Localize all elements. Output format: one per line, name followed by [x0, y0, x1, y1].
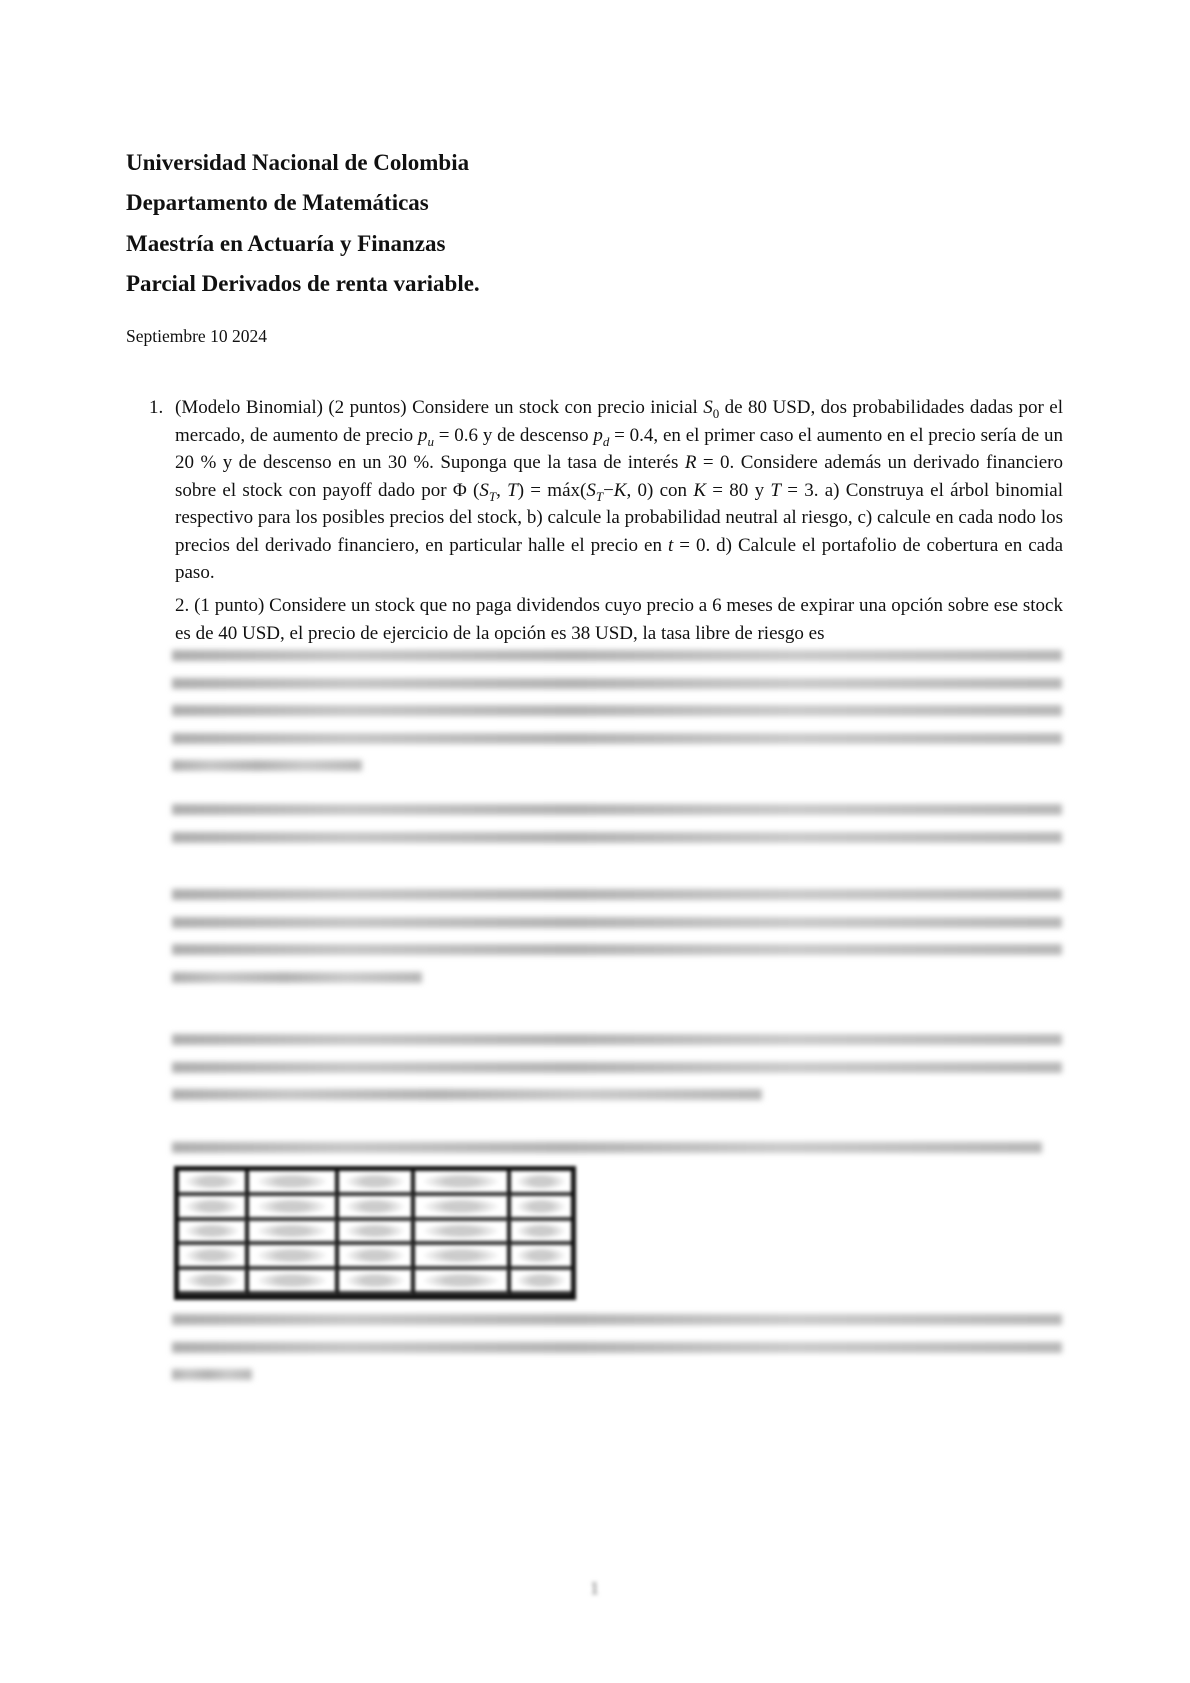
- math-symbol: S: [586, 479, 596, 501]
- math-symbol: T: [507, 479, 518, 501]
- problem-2: [175, 592, 1063, 647]
- blurred-problem-5: [172, 1034, 1062, 1117]
- math-symbol: R: [684, 452, 697, 473]
- text-segment: = 0.6 y de descenso: [433, 424, 594, 446]
- math-symbol: S: [703, 397, 713, 418]
- text-segment: = 80 y: [706, 479, 771, 501]
- blurred-problem-2-continuation: [172, 650, 1062, 788]
- program-name: Maestría en Actuaría y Finanzas: [126, 231, 446, 256]
- problem-1: [149, 394, 1063, 587]
- blurred-problem-4: [172, 889, 1062, 999]
- math-symbol: T: [770, 479, 781, 501]
- university-name: Universidad Nacional de Colombia: [126, 150, 470, 175]
- text-segment: = 3. a) Construya el árbol binomial respectivo para los posibles precios del stock, b) calcule la probabilidad neutral al riesgo, c) calcule en cada nodo los precios del derivado financiero, en particular halle el precio en: [175, 479, 1063, 556]
- exam-date: Septiembre 10 2024: [126, 326, 267, 346]
- text-segment: de 80 USD, dos probabilidades dadas por el mercado, de aumento de precio: [175, 397, 1063, 446]
- math-symbol: p: [593, 424, 603, 446]
- math-symbol: u: [427, 433, 434, 449]
- text-segment: ) = máx(: [517, 479, 587, 501]
- page-number: 1: [590, 1578, 599, 1598]
- math-symbol: 0: [712, 405, 720, 421]
- math-symbol: K: [693, 479, 707, 501]
- text-segment: 2. (1 punto) Considere un stock que no paga dividendos cuyo precio a 6 meses de expirar una opción sobre ese stock es de 40 USD, el precio de ejercicio de la opción es 38 USD, la tasa libre de riesgo es: [175, 595, 1063, 644]
- math-symbol: S: [479, 479, 489, 501]
- department-name: Departamento de Matemáticas: [126, 190, 429, 215]
- text-segment: ,: [496, 479, 508, 501]
- text-segment: −: [603, 479, 614, 501]
- text-segment: = 0. d) Calcule el portafolio de cobertura en cada paso.: [175, 534, 1063, 583]
- math-symbol: p: [417, 424, 428, 446]
- text-segment: = 0.4, en el primer caso el aumento en el precio sería de un 20 % y de descenso en un 30 %. Suponga que la tasa de interés: [175, 424, 1063, 473]
- text-segment: = 0. Considere además un derivado financiero sobre el stock con payoff dado por Φ (: [175, 452, 1063, 501]
- math-symbol: T: [595, 488, 604, 504]
- math-symbol: T: [488, 488, 497, 504]
- math-symbol: t: [667, 534, 674, 556]
- exam-title: Parcial Derivados de renta variable.: [126, 271, 480, 296]
- problem-number: 1.: [149, 397, 164, 418]
- blurred-problem-3: [172, 804, 1062, 859]
- blurred-problem-6-question: [172, 1314, 1062, 1397]
- blurred-portfolio-table: [174, 1166, 576, 1300]
- math-symbol: K: [613, 479, 627, 501]
- math-symbol: d: [602, 433, 610, 449]
- text-segment: , 0) con: [626, 479, 694, 501]
- text-segment: (Modelo Binomial) (2 puntos) Considere un stock con precio inicial: [175, 397, 704, 418]
